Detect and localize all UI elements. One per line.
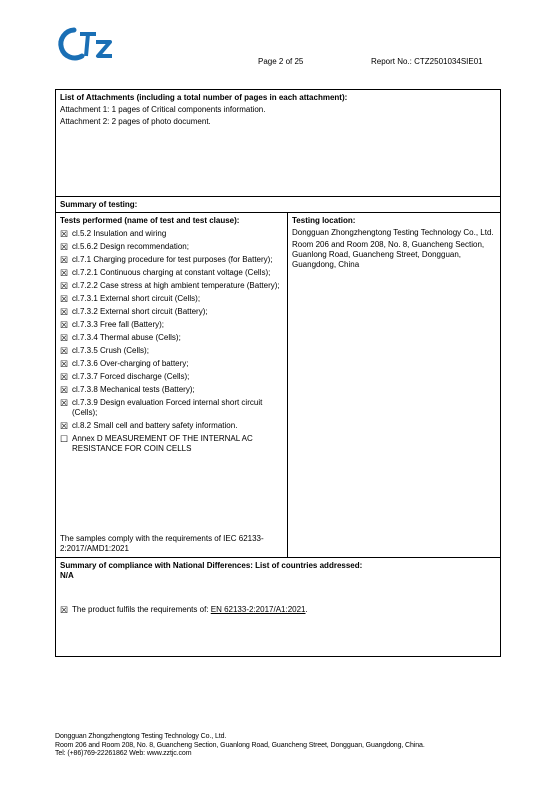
tests-column: [56, 213, 288, 557]
footer-contact: Tel: (+86)769-22261862 Web: www.zztjc.com: [55, 750, 192, 757]
checked-box-icon: ☒: [60, 307, 69, 317]
test-item: [60, 320, 283, 330]
footer-company: Dongguan Zhongzhengtong Testing Technology Co., Ltd.: [55, 733, 227, 740]
test-label: cl.5.2 Insulation and wiring: [72, 229, 167, 238]
fulfil-prefix: The product fulfils the requirements of:: [72, 605, 209, 614]
tests-title: Tests performed (name of test and test clause):: [60, 216, 240, 225]
test-label: cl.7.3.6 Over-charging of battery;: [72, 359, 189, 368]
test-label: cl.7.3.8 Mechanical tests (Battery);: [72, 385, 195, 394]
checked-box-icon: ☒: [60, 398, 69, 408]
summary-title: Summary of testing:: [55, 196, 501, 213]
checked-box-icon: ☒: [60, 359, 69, 369]
test-label: cl.7.2.2 Case stress at high ambient temperature (Battery);: [72, 281, 280, 290]
test-label: cl.7.3.1 External short circuit (Cells);: [72, 294, 201, 303]
test-item: [60, 229, 283, 239]
footer-address: Room 206 and Room 208, No. 8, Guancheng Section, Guanlong Road, Guancheng Street, Dongguan, Guangdong, China.: [55, 741, 425, 749]
page-number: Page 2 of 25: [258, 57, 304, 66]
national-title: Summary of compliance with National Differences: List of countries addressed:: [60, 561, 363, 570]
fulfil-statement: [60, 605, 496, 615]
fulfil-standard: EN 62133-2:2017/A1:2021: [210, 605, 306, 614]
checked-box-icon: ☒: [60, 281, 69, 291]
page-footer: [55, 733, 425, 759]
test-label: cl.7.1 Charging procedure for test purposes (for Battery);: [72, 255, 273, 264]
location-title: Testing location:: [292, 216, 356, 225]
checked-box-icon: ☒: [60, 294, 69, 304]
test-label: cl.5.6.2 Design recommendation;: [72, 242, 189, 251]
tests-section: [55, 212, 501, 558]
test-item: [60, 255, 283, 265]
test-label: cl.7.3.4 Thermal abuse (Cells);: [72, 333, 181, 342]
attachments-section: [55, 89, 501, 197]
compliance-statement: The samples comply with the requirements of IEC 62133-2:2017/AMD1:2021: [60, 534, 264, 553]
test-label: cl.7.3.2 External short circuit (Battery);: [72, 307, 208, 316]
logo-mark: [61, 30, 112, 58]
location-company: Dongguan Zhongzhengtong Testing Technology Co., Ltd.: [292, 228, 494, 237]
attachments-title: List of Attachments (including a total number of pages in each attachment):: [60, 93, 348, 102]
test-label: cl.7.3.7 Forced discharge (Cells);: [72, 372, 190, 381]
test-item: [60, 281, 283, 291]
checked-box-icon: ☒: [60, 385, 69, 395]
test-item: [60, 294, 283, 304]
checked-box-icon: ☒: [60, 242, 69, 252]
tests-list: [60, 229, 283, 454]
checked-box-icon: ☒: [60, 421, 69, 431]
checked-box-icon: ☒: [60, 320, 69, 330]
test-item: [60, 421, 283, 431]
checked-box-icon: ☒: [60, 255, 69, 265]
test-label: cl.8.2 Small cell and battery safety information.: [72, 421, 238, 430]
test-label: cl.7.3.5 Crush (Cells);: [72, 346, 149, 355]
ctz-logo: [56, 24, 116, 64]
test-item: [60, 307, 283, 317]
checked-box-icon: ☒: [60, 346, 69, 356]
test-item: [60, 346, 283, 356]
national-value: N/A: [60, 571, 74, 580]
test-label: Annex D MEASUREMENT OF THE INTERNAL AC RESISTANCE FOR COIN CELLS: [72, 434, 253, 453]
test-item: [60, 372, 283, 382]
test-item: [60, 385, 283, 395]
test-item: [60, 434, 283, 454]
test-item: [60, 398, 283, 418]
test-item: [60, 333, 283, 343]
test-item: [60, 359, 283, 369]
national-differences-section: [55, 557, 501, 657]
unchecked-box-icon: ☐: [60, 434, 69, 444]
test-item: [60, 242, 283, 252]
test-label: cl.7.3.9 Design evaluation Forced internal short circuit (Cells);: [72, 398, 263, 417]
checked-box-icon: ☒: [60, 229, 69, 239]
location-column: [288, 213, 500, 557]
fulfil-suffix: .: [305, 605, 308, 614]
checked-box-icon: ☒: [60, 605, 69, 615]
attachment-item: Attachment 1: 1 pages of Critical components information.: [60, 105, 266, 114]
test-label: cl.7.2.1 Continuous charging at constant voltage (Cells);: [72, 268, 271, 277]
test-label: cl.7.3.3 Free fall (Battery);: [72, 320, 165, 329]
report-number: Report No.: CTZ2501034SIE01: [371, 57, 483, 66]
test-item: [60, 268, 283, 278]
attachment-item: Attachment 2: 2 pages of photo document.: [60, 117, 211, 126]
checked-box-icon: ☒: [60, 372, 69, 382]
checked-box-icon: ☒: [60, 333, 69, 343]
checked-box-icon: ☒: [60, 268, 69, 278]
location-address: Room 206 and Room 208, No. 8, Guancheng Section, Guanlong Road, Guancheng Street, Dongguan, Guangdong, China: [292, 240, 485, 269]
